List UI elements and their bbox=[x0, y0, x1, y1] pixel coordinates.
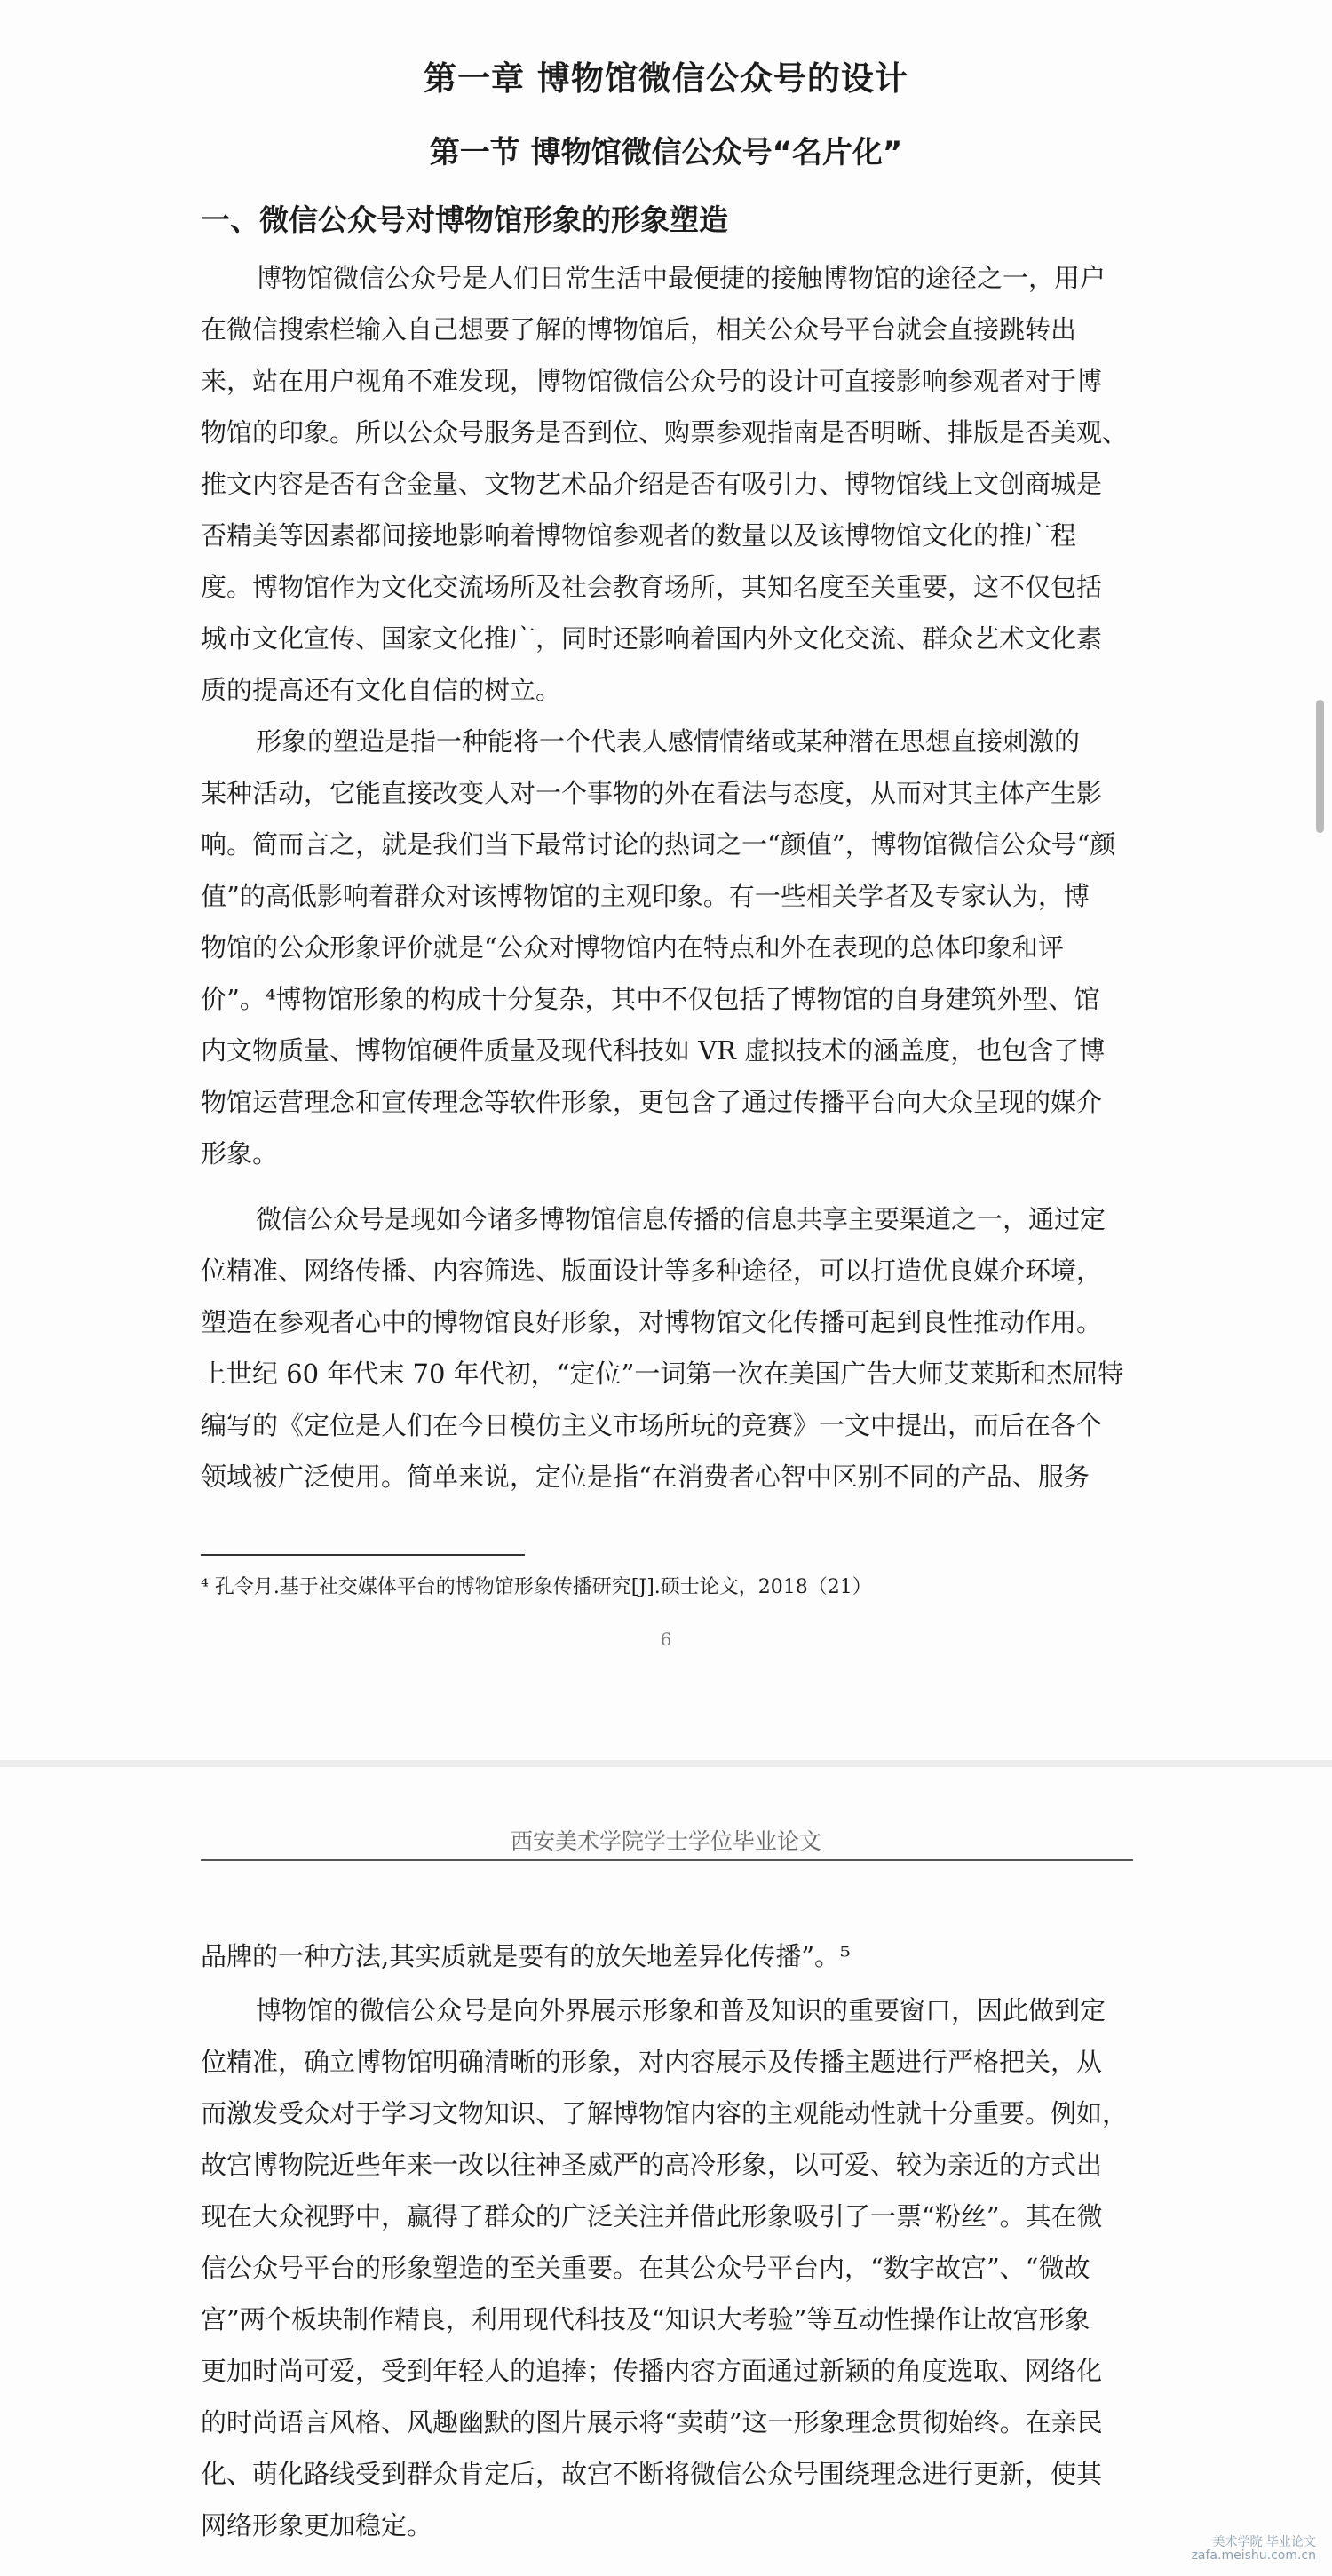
text-line: 来，站在用户视角不难发现，博物馆微信公众号的设计可直接影响参观者对于博 bbox=[201, 366, 1103, 396]
text-line: 形象的塑造是指一种能将一个代表人感情情绪或某种潜在思想直接刺激的 bbox=[256, 726, 1081, 757]
text-line: 现在大众视野中，赢得了群众的广泛关注并借此形象吸引了一票“粉丝”。其在微 bbox=[201, 2201, 1103, 2231]
subsection-title: 一、微信公众号对博物馆形象的形象塑造 bbox=[201, 202, 728, 237]
section-title: 第一节 博物馆微信公众号“名片化” bbox=[429, 135, 903, 170]
text-line: 物馆的印象。所以公众号服务是否到位、购票参观指南是否明晰、排版是否美观、 bbox=[201, 417, 1129, 448]
text-line: 塑造在参观者心中的博物馆良好形象，对博物馆文化传播可起到良性推动作用。 bbox=[201, 1307, 1103, 1337]
text-line: 微信公众号是现如今诸多博物馆信息传播的信息共享主要渠道之一，通过定 bbox=[256, 1204, 1106, 1234]
scrollbar-thumb[interactable] bbox=[1316, 700, 1324, 833]
text-line: 信公众号平台的形象塑造的至关重要。在其公众号平台内，“数字故宫”、“微故 bbox=[201, 2253, 1090, 2283]
text-line: 领域被广泛使用。简单来说，定位是指“在消费者心智中区别不同的产品、服务 bbox=[201, 1462, 1090, 1492]
text-line: 故宫博物院近些年来一改以往神圣威严的高冷形象，以可爱、较为亲近的方式出 bbox=[201, 2150, 1103, 2180]
paragraph-continued bbox=[201, 1930, 1133, 1982]
text-line: 宫”两个板块制作精良，利用现代科技及“知识大考验”等互动性操作让故宫形象 bbox=[201, 2304, 1090, 2334]
watermark-line-2: zafa.meishu.com.cn bbox=[1191, 2548, 1316, 2563]
paragraph-4 bbox=[201, 1985, 1133, 2551]
text-line: 的时尚语言风格、风趣幽默的图片展示将“卖萌”这一形象理念贯彻始终。在亲民 bbox=[201, 2407, 1103, 2437]
text-line: 某种活动，它能直接改变人对一个事物的外在看法与态度，从而对其主体产生影 bbox=[201, 778, 1103, 808]
text-line: 品牌的一种方法,其实质就是要有的放矢地差异化传播”。⁵ bbox=[201, 1941, 851, 1971]
text-line: 更加时尚可爱，受到年轻人的追捧；传播内容方面通过新颖的角度选取、网络化 bbox=[201, 2356, 1103, 2386]
text-line: 推文内容是否有含金量、文物艺术品介绍是否有吸引力、博物馆线上文创商城是 bbox=[201, 469, 1103, 499]
text-line: 值”的高低影响着群众对该博物馆的主观印象。有一些相关学者及专家认为，博 bbox=[201, 881, 1090, 911]
text-line: 而激发受众对于学习文物知识、了解博物馆内容的主观能动性就十分重要。例如， bbox=[201, 2098, 1129, 2128]
text-line: 位精准、网络传播、内容筛选、版面设计等多种途径，可以打造优良媒介环境， bbox=[201, 1256, 1103, 1286]
footnote-divider bbox=[201, 1554, 525, 1556]
text-line: 形象。 bbox=[201, 1138, 279, 1169]
watermark-line-1: 美术学院 毕业论文 bbox=[1212, 2535, 1316, 2549]
text-line: 物馆的公众形象评价就是“公众对博物馆内在特点和外在表现的总体印象和评 bbox=[201, 932, 1064, 963]
text-line: 博物馆的微信公众号是向外界展示形象和普及知识的重要窗口，因此做到定 bbox=[256, 1995, 1106, 2025]
text-line: 在微信搜索栏输入自己想要了解的博物馆后，相关公众号平台就会直接跳转出 bbox=[201, 314, 1077, 345]
text-line: 质的提高还有文化自信的树立。 bbox=[201, 675, 562, 705]
chapter-title: 第一章 博物馆微信公众号的设计 bbox=[424, 59, 908, 98]
paragraph-2 bbox=[201, 716, 1133, 1179]
watermark bbox=[1192, 2536, 1316, 2563]
text-line: 物馆运营理念和宣传理念等软件形象，更包含了通过传播平台向大众呈现的媒介 bbox=[201, 1087, 1103, 1117]
text-line: 编写的《定位是人们在今日模仿主义市场所玩的竞赛》一文中提出，而后在各个 bbox=[201, 1410, 1103, 1440]
text-line: 城市文化宣传、国家文化推广，同时还影响着国内外文化交流、群众艺术文化素 bbox=[201, 623, 1103, 654]
text-line: 价”。⁴博物馆形象的构成十分复杂，其中不仅包括了博物馆的自身建筑外型、馆 bbox=[201, 984, 1100, 1014]
text-line: 否精美等因素都间接地影响着博物馆参观者的数量以及该博物馆文化的推广程 bbox=[201, 520, 1077, 551]
paragraph-3 bbox=[201, 1193, 1133, 1502]
running-header: 西安美术学院学士学位毕业论文 bbox=[510, 1828, 821, 1854]
text-line: 位精准，确立博物馆明确清晰的形象，对内容展示及传播主题进行严格把关，从 bbox=[201, 2047, 1103, 2077]
text-line: 博物馆微信公众号是人们日常生活中最便捷的接触博物馆的途径之一，用户 bbox=[256, 263, 1106, 293]
text-line: 上世纪 60 年代末 70 年代初，“定位”一词第一次在美国广告大师艾莱斯和杰屈特 bbox=[201, 1359, 1124, 1389]
text-line: 度。博物馆作为文化交流场所及社会教育场所，其知名度至关重要，这不仅包括 bbox=[201, 572, 1103, 602]
text-line: 化、萌化路线受到群众肯定后，故宫不断将微信公众号围绕理念进行更新，使其 bbox=[201, 2459, 1103, 2489]
page-number: 6 bbox=[660, 1629, 672, 1650]
text-line: 内文物质量、博物馆硬件质量及现代科技如 VR 虚拟技术的涵盖度，也包含了博 bbox=[201, 1035, 1106, 1066]
text-line: 网络形象更加稳定。 bbox=[201, 2510, 433, 2540]
paragraph-1 bbox=[201, 252, 1133, 716]
footnote: ⁴ 孔令月.基于社交媒体平台的博物馆形象传播研究[J].硕士论文，2018（21） bbox=[201, 1576, 872, 1598]
text-line: 响。简而言之，就是我们当下最常讨论的热词之一“颜值”，博物馆微信公众号“颜 bbox=[201, 829, 1116, 860]
header-divider bbox=[201, 1859, 1133, 1861]
